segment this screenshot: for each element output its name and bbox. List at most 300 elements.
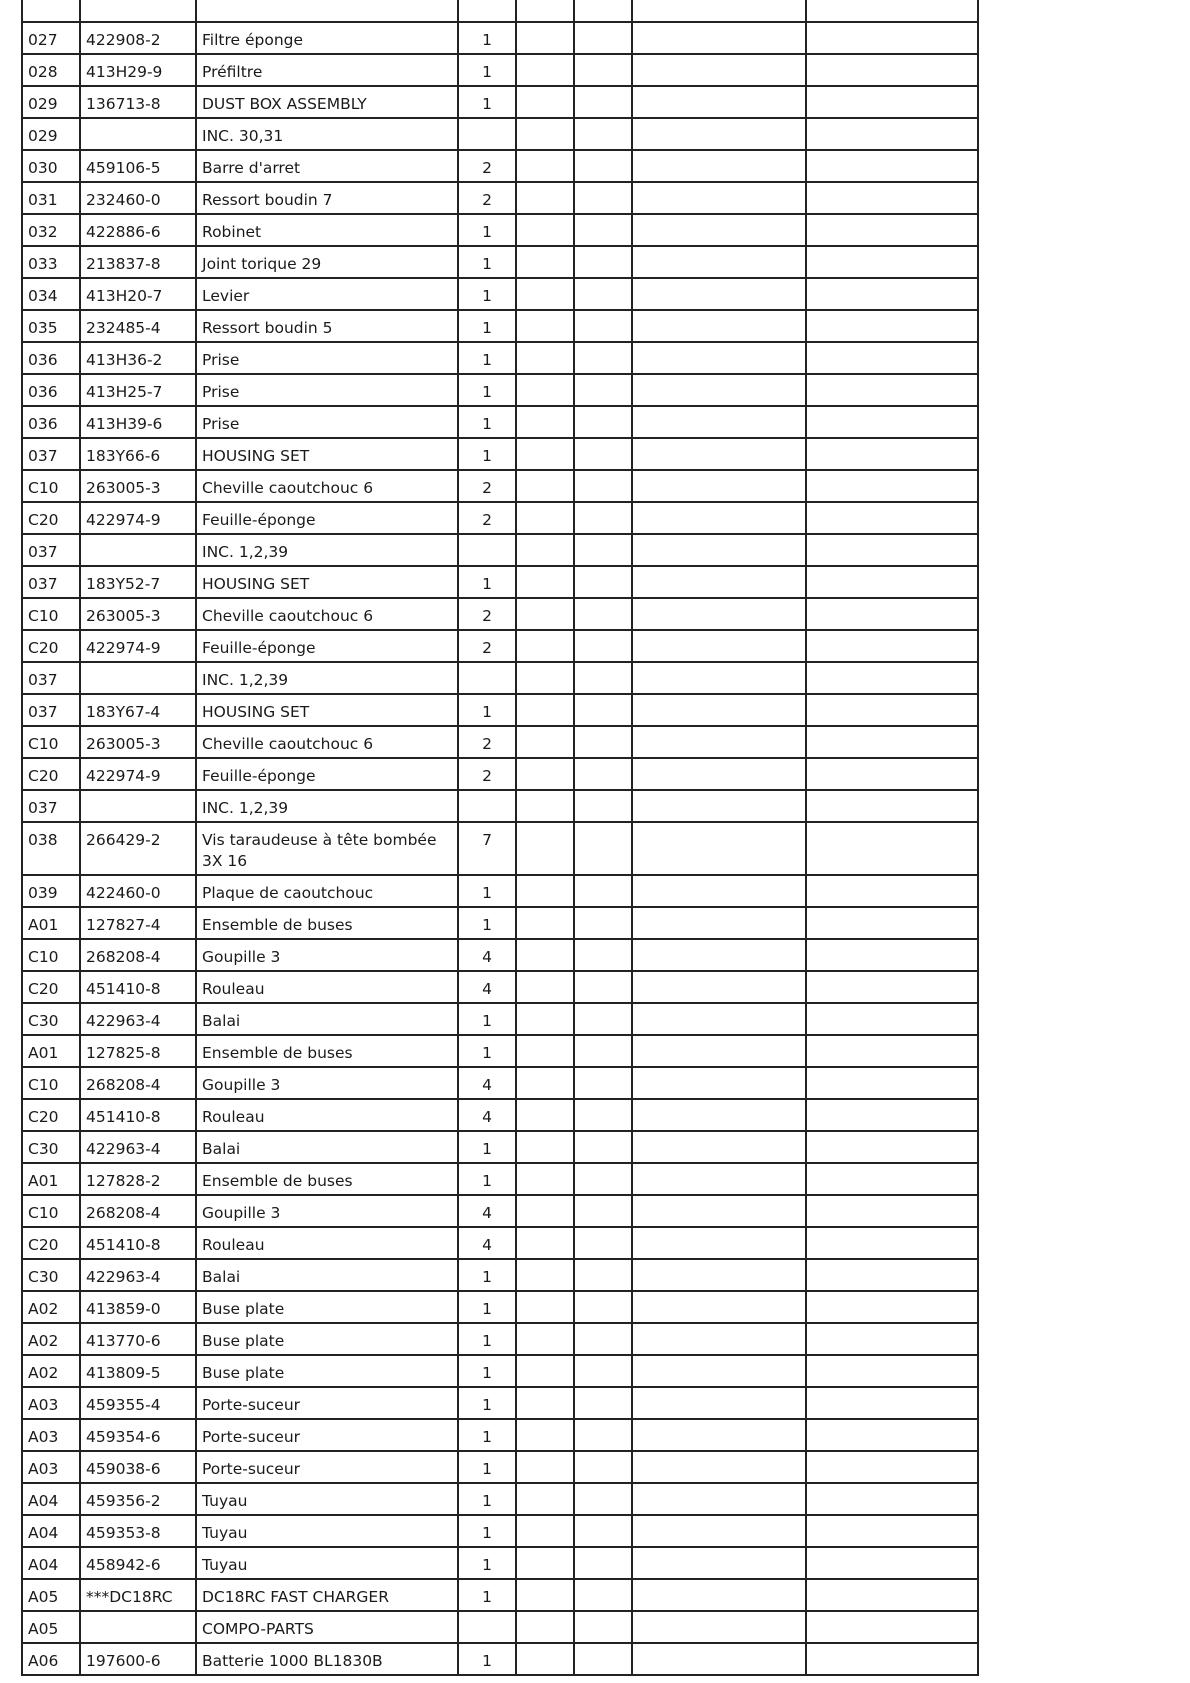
item-number-cell: 034 (22, 278, 80, 310)
table-row (22, 694, 978, 726)
part-number-cell: 459106-5 (80, 150, 196, 182)
description-cell: Goupille 3 (196, 1067, 458, 1099)
empty-cell (574, 1227, 632, 1259)
item-number-cell: 039 (22, 875, 80, 907)
empty-cell (574, 1387, 632, 1419)
empty-cell (516, 566, 574, 598)
quantity-cell: 4 (458, 1067, 516, 1099)
empty-cell (516, 246, 574, 278)
empty-cell (516, 1611, 574, 1643)
empty-cell (574, 1483, 632, 1515)
empty-cell (806, 1099, 978, 1131)
description-cell: Buse plate (196, 1323, 458, 1355)
empty-cell (806, 374, 978, 406)
part-number-cell: 413H39-6 (80, 406, 196, 438)
table-row (22, 438, 978, 470)
empty-cell (632, 630, 806, 662)
empty-cell (806, 1227, 978, 1259)
empty-cell (574, 278, 632, 310)
empty-cell (516, 1035, 574, 1067)
part-number-cell: 197600-6 (80, 1643, 196, 1675)
empty-cell (574, 1323, 632, 1355)
empty-cell (632, 22, 806, 54)
item-number-cell: C20 (22, 1227, 80, 1259)
empty-cell (806, 1579, 978, 1611)
empty-cell (632, 86, 806, 118)
item-number-cell: 029 (22, 118, 80, 150)
empty-cell (806, 1515, 978, 1547)
part-number-cell: 422974-9 (80, 502, 196, 534)
item-number-cell: C30 (22, 1131, 80, 1163)
quantity-cell (458, 790, 516, 822)
empty-cell (632, 598, 806, 630)
empty-cell (516, 374, 574, 406)
item-number-cell: A06 (22, 1643, 80, 1675)
part-number-cell (80, 790, 196, 822)
description-cell: Feuille-éponge (196, 630, 458, 662)
quantity-cell: 1 (458, 1451, 516, 1483)
table-row (22, 22, 978, 54)
part-number-cell: 232485-4 (80, 310, 196, 342)
table-row (22, 630, 978, 662)
part-number-cell: 413809-5 (80, 1355, 196, 1387)
empty-cell (632, 54, 806, 86)
part-number-cell (80, 118, 196, 150)
empty-cell (516, 278, 574, 310)
part-number-cell: 263005-3 (80, 470, 196, 502)
empty-cell (516, 1067, 574, 1099)
empty-cell (574, 662, 632, 694)
table-row (22, 1643, 978, 1675)
empty-cell (806, 1547, 978, 1579)
empty-cell (516, 1643, 574, 1675)
empty-cell (516, 1355, 574, 1387)
table-row (22, 1419, 978, 1451)
item-number-cell: 030 (22, 150, 80, 182)
description-cell: Buse plate (196, 1291, 458, 1323)
quantity-cell: 1 (458, 1291, 516, 1323)
empty-cell (632, 1451, 806, 1483)
empty-cell (574, 1131, 632, 1163)
table-row (22, 150, 978, 182)
table-continuation-row (22, 0, 978, 22)
table-row (22, 1035, 978, 1067)
empty-cell (516, 1003, 574, 1035)
empty-cell (632, 1323, 806, 1355)
empty-cell (632, 214, 806, 246)
empty-cell (632, 1483, 806, 1515)
empty-cell (632, 939, 806, 971)
empty-cell (806, 150, 978, 182)
description-cell: Cheville caoutchouc 6 (196, 726, 458, 758)
item-number-cell: C10 (22, 470, 80, 502)
empty-cell (574, 566, 632, 598)
table-row (22, 342, 978, 374)
part-number-cell: 413770-6 (80, 1323, 196, 1355)
table-row (22, 54, 978, 86)
quantity-cell: 2 (458, 182, 516, 214)
empty-cell (806, 1451, 978, 1483)
empty-cell (574, 182, 632, 214)
empty-cell (574, 1099, 632, 1131)
empty-cell (632, 758, 806, 790)
table-row (22, 1163, 978, 1195)
empty-cell (516, 1227, 574, 1259)
item-number-cell: 032 (22, 214, 80, 246)
empty-cell (632, 1643, 806, 1675)
empty-cell (516, 1547, 574, 1579)
item-number-cell: A03 (22, 1451, 80, 1483)
empty-cell (632, 1515, 806, 1547)
quantity-cell: 1 (458, 1547, 516, 1579)
part-number-cell: 422963-4 (80, 1003, 196, 1035)
empty-cell (516, 214, 574, 246)
table-row (22, 1227, 978, 1259)
empty-cell (574, 875, 632, 907)
empty-cell (574, 790, 632, 822)
item-number-cell: 037 (22, 566, 80, 598)
empty-cell (574, 598, 632, 630)
empty-cell (806, 598, 978, 630)
empty-cell (574, 630, 632, 662)
empty-cell (632, 1611, 806, 1643)
table-row (22, 1259, 978, 1291)
description-cell: Rouleau (196, 1099, 458, 1131)
quantity-cell: 2 (458, 630, 516, 662)
part-number-cell: 183Y66-6 (80, 438, 196, 470)
quantity-cell: 2 (458, 150, 516, 182)
empty-cell (806, 726, 978, 758)
item-number-cell: A02 (22, 1355, 80, 1387)
empty-cell (632, 1387, 806, 1419)
table-row (22, 1387, 978, 1419)
item-number-cell: A01 (22, 907, 80, 939)
item-number-cell: C10 (22, 598, 80, 630)
quantity-cell: 1 (458, 54, 516, 86)
item-number-cell: 037 (22, 438, 80, 470)
description-cell: Cheville caoutchouc 6 (196, 598, 458, 630)
table-row (22, 790, 978, 822)
empty-cell (806, 438, 978, 470)
quantity-cell: 1 (458, 86, 516, 118)
empty-cell (516, 470, 574, 502)
empty-cell (574, 1067, 632, 1099)
quantity-cell: 4 (458, 1195, 516, 1227)
empty-cell (806, 1035, 978, 1067)
part-number-cell: 136713-8 (80, 86, 196, 118)
empty-cell (516, 502, 574, 534)
description-cell: Feuille-éponge (196, 502, 458, 534)
part-number-cell: 268208-4 (80, 939, 196, 971)
description-cell: Joint torique 29 (196, 246, 458, 278)
empty-cell (632, 1067, 806, 1099)
part-number-cell: 422908-2 (80, 22, 196, 54)
item-number-cell: C20 (22, 1099, 80, 1131)
empty-cell (574, 310, 632, 342)
empty-cell (516, 1451, 574, 1483)
description-cell: Rouleau (196, 1227, 458, 1259)
empty-cell (574, 22, 632, 54)
empty-cell (632, 907, 806, 939)
description-cell: DC18RC FAST CHARGER (196, 1579, 458, 1611)
empty-cell (574, 939, 632, 971)
quantity-cell: 2 (458, 726, 516, 758)
part-number-cell: 232460-0 (80, 182, 196, 214)
item-number-cell: 036 (22, 374, 80, 406)
empty-cell (574, 246, 632, 278)
table-row (22, 1515, 978, 1547)
empty-cell (806, 566, 978, 598)
quantity-cell (458, 534, 516, 566)
description-cell: Porte-suceur (196, 1387, 458, 1419)
description-cell: Ensemble de buses (196, 1035, 458, 1067)
empty-cell (516, 1131, 574, 1163)
table-row (22, 971, 978, 1003)
empty-cell (516, 118, 574, 150)
quantity-cell: 1 (458, 1003, 516, 1035)
part-number-cell: 413H29-9 (80, 54, 196, 86)
table-row (22, 1547, 978, 1579)
part-number-cell: 422963-4 (80, 1131, 196, 1163)
empty-cell (632, 1003, 806, 1035)
empty-cell (806, 1003, 978, 1035)
quantity-cell: 1 (458, 1355, 516, 1387)
quantity-cell: 1 (458, 246, 516, 278)
parts-list-page (21, 0, 979, 1676)
empty-cell (632, 246, 806, 278)
description-cell: Tuyau (196, 1483, 458, 1515)
empty-cell (632, 1163, 806, 1195)
quantity-cell: 1 (458, 1323, 516, 1355)
description-cell: Ensemble de buses (196, 1163, 458, 1195)
part-number-cell: 422460-0 (80, 875, 196, 907)
empty-cell (806, 1323, 978, 1355)
quantity-cell: 1 (458, 1035, 516, 1067)
item-number-cell: 028 (22, 54, 80, 86)
item-number-cell: A03 (22, 1419, 80, 1451)
empty-cell (806, 694, 978, 726)
quantity-cell: 1 (458, 278, 516, 310)
table-row (22, 1355, 978, 1387)
empty-cell (632, 342, 806, 374)
table-row (22, 1003, 978, 1035)
empty-cell (632, 1099, 806, 1131)
empty-cell (516, 1195, 574, 1227)
empty-cell (516, 939, 574, 971)
item-number-cell: 035 (22, 310, 80, 342)
parts-table-body (22, 0, 978, 1675)
empty-cell (806, 822, 978, 875)
quantity-cell: 1 (458, 566, 516, 598)
description-cell: Feuille-éponge (196, 758, 458, 790)
empty-cell (806, 790, 978, 822)
quantity-cell: 1 (458, 1515, 516, 1547)
empty-cell (574, 758, 632, 790)
empty-cell (632, 971, 806, 1003)
empty-cell (516, 438, 574, 470)
empty-cell (574, 534, 632, 566)
empty-cell (516, 1099, 574, 1131)
empty-cell (516, 1387, 574, 1419)
empty-cell (574, 1163, 632, 1195)
empty-cell (632, 822, 806, 875)
empty-cell (632, 310, 806, 342)
quantity-cell (458, 662, 516, 694)
empty-cell (516, 86, 574, 118)
empty-cell (516, 150, 574, 182)
empty-cell (632, 875, 806, 907)
item-number-cell: 029 (22, 86, 80, 118)
empty-cell (574, 1579, 632, 1611)
empty-cell (632, 1547, 806, 1579)
quantity-cell: 1 (458, 1387, 516, 1419)
part-number-cell (80, 534, 196, 566)
quantity-cell: 2 (458, 598, 516, 630)
parts-table (21, 0, 979, 1676)
table-row (22, 502, 978, 534)
empty-cell (574, 1259, 632, 1291)
empty-cell (806, 1387, 978, 1419)
empty-cell (632, 150, 806, 182)
part-number-cell: ***DC18RC (80, 1579, 196, 1611)
empty-cell (632, 662, 806, 694)
item-number-cell: C20 (22, 971, 80, 1003)
table-row (22, 1099, 978, 1131)
description-cell: Prise (196, 406, 458, 438)
quantity-cell: 2 (458, 758, 516, 790)
empty-cell (516, 694, 574, 726)
table-row (22, 118, 978, 150)
empty-cell (806, 54, 978, 86)
part-number-cell: 422974-9 (80, 630, 196, 662)
empty-cell (806, 662, 978, 694)
description-cell: Ensemble de buses (196, 907, 458, 939)
part-number-cell: 422886-6 (80, 214, 196, 246)
item-number-cell: 037 (22, 534, 80, 566)
table-row (22, 1323, 978, 1355)
empty-cell (806, 1067, 978, 1099)
empty-cell (516, 1259, 574, 1291)
table-row (22, 598, 978, 630)
empty-cell (806, 502, 978, 534)
part-number-cell: 422963-4 (80, 1259, 196, 1291)
empty-cell (516, 1515, 574, 1547)
empty-cell (632, 790, 806, 822)
empty-cell (632, 1419, 806, 1451)
empty-cell (632, 1579, 806, 1611)
empty-cell (806, 1291, 978, 1323)
empty-cell (806, 310, 978, 342)
description-cell: Cheville caoutchouc 6 (196, 470, 458, 502)
table-row (22, 278, 978, 310)
table-row (22, 875, 978, 907)
empty-cell (806, 118, 978, 150)
empty-cell (574, 86, 632, 118)
empty-cell (632, 502, 806, 534)
empty-cell (574, 406, 632, 438)
part-number-cell: 459353-8 (80, 1515, 196, 1547)
table-row (22, 939, 978, 971)
empty-cell (516, 534, 574, 566)
description-cell: Tuyau (196, 1547, 458, 1579)
part-number-cell: 266429-2 (80, 822, 196, 875)
empty-cell (574, 118, 632, 150)
description-cell: Balai (196, 1259, 458, 1291)
part-number-cell: 268208-4 (80, 1067, 196, 1099)
empty-cell (516, 790, 574, 822)
empty-cell (574, 1611, 632, 1643)
quantity-cell: 4 (458, 1227, 516, 1259)
empty-cell (632, 438, 806, 470)
table-row (22, 1291, 978, 1323)
empty-cell (806, 182, 978, 214)
empty-cell (516, 1291, 574, 1323)
empty-cell (574, 1451, 632, 1483)
description-cell: Buse plate (196, 1355, 458, 1387)
empty-cell (806, 406, 978, 438)
empty-cell (806, 1195, 978, 1227)
item-number-cell: A04 (22, 1515, 80, 1547)
table-row (22, 726, 978, 758)
empty-cell (806, 22, 978, 54)
item-number-cell: 027 (22, 22, 80, 54)
empty-cell (806, 971, 978, 1003)
part-number-cell: 413H25-7 (80, 374, 196, 406)
quantity-cell: 1 (458, 907, 516, 939)
empty-cell (632, 1131, 806, 1163)
empty-cell (516, 1163, 574, 1195)
description-cell: Ressort boudin 7 (196, 182, 458, 214)
item-number-cell: 033 (22, 246, 80, 278)
empty-cell (806, 630, 978, 662)
description-cell: Porte-suceur (196, 1419, 458, 1451)
empty-cell (632, 534, 806, 566)
item-number-cell: 036 (22, 342, 80, 374)
item-number-cell: A01 (22, 1163, 80, 1195)
table-row (22, 758, 978, 790)
description-cell: Plaque de caoutchouc (196, 875, 458, 907)
table-row (22, 470, 978, 502)
empty-cell (574, 374, 632, 406)
empty-cell (574, 342, 632, 374)
part-number-cell: 183Y67-4 (80, 694, 196, 726)
table-row (22, 907, 978, 939)
empty-cell (574, 1035, 632, 1067)
empty-cell (806, 1259, 978, 1291)
description-cell: INC. 1,2,39 (196, 534, 458, 566)
table-row (22, 310, 978, 342)
table-row (22, 1611, 978, 1643)
description-cell: Balai (196, 1003, 458, 1035)
table-row (22, 1195, 978, 1227)
part-number-cell: 213837-8 (80, 246, 196, 278)
empty-cell (574, 502, 632, 534)
empty-cell (574, 150, 632, 182)
description-cell: HOUSING SET (196, 566, 458, 598)
empty-cell (574, 1291, 632, 1323)
empty-cell (806, 214, 978, 246)
quantity-cell: 1 (458, 1131, 516, 1163)
empty-cell (806, 758, 978, 790)
empty-cell (806, 1643, 978, 1675)
empty-cell (632, 278, 806, 310)
table-row (22, 1131, 978, 1163)
quantity-cell: 1 (458, 1419, 516, 1451)
item-number-cell: C30 (22, 1259, 80, 1291)
quantity-cell: 1 (458, 694, 516, 726)
item-number-cell: 038 (22, 822, 80, 875)
description-cell: INC. 1,2,39 (196, 790, 458, 822)
